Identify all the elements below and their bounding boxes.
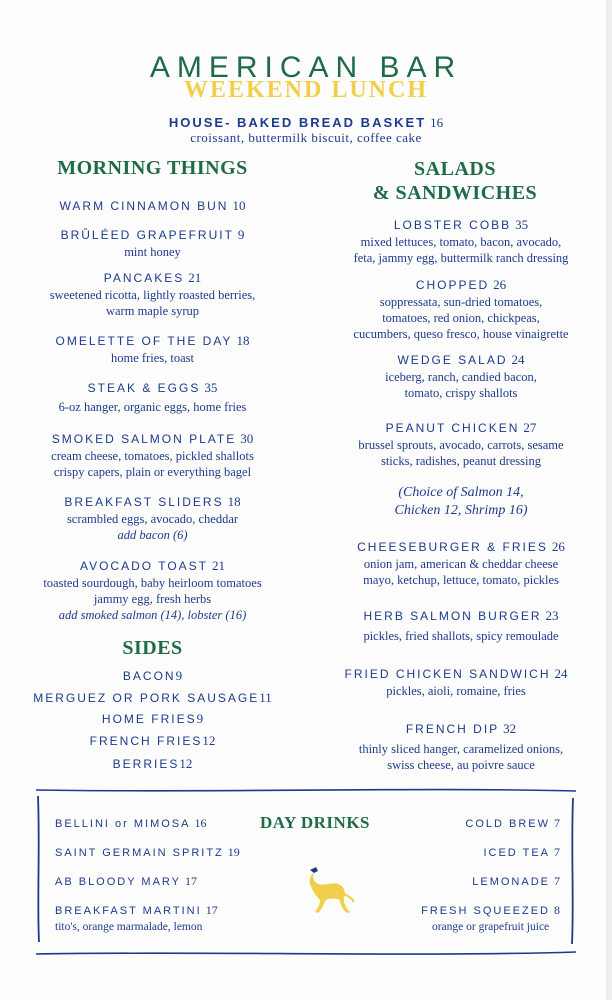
drinks-heading: DAY DRINKS bbox=[259, 813, 370, 832]
menu-title: AMERICAN BAR bbox=[149, 51, 463, 84]
heading-line: SALADS bbox=[414, 158, 496, 180]
item-price: 17 bbox=[205, 903, 218, 917]
item-name: LOBSTER COBB bbox=[393, 218, 512, 232]
item-price: 11 bbox=[259, 690, 272, 705]
item-desc: pickles, aioli, romaine, fries bbox=[386, 684, 526, 698]
item-name: FRENCH DIP bbox=[405, 722, 500, 736]
item-name: HOME FRIES bbox=[101, 712, 197, 726]
item-price: 30 bbox=[240, 431, 254, 446]
item-desc: sticks, radishes, peanut dressing bbox=[380, 454, 542, 468]
item-name: WARM CINNAMON BUN bbox=[59, 199, 229, 213]
drink-item bbox=[55, 814, 206, 832]
item-price: 26 bbox=[551, 539, 565, 554]
side-item bbox=[20, 755, 285, 773]
item-desc: 6-oz hanger, organic eggs, home fries bbox=[58, 400, 247, 414]
item-name: FRENCH FRIES bbox=[89, 734, 203, 748]
item-desc: mayo, ketchup, lettuce, tomato, pickles bbox=[363, 573, 559, 587]
side-item bbox=[20, 732, 285, 750]
menu-item bbox=[20, 332, 285, 366]
menu-item bbox=[330, 419, 592, 469]
item-price: 7 bbox=[554, 845, 560, 859]
item-desc: mint honey bbox=[124, 245, 181, 259]
side-item bbox=[20, 689, 285, 707]
drink-item bbox=[421, 901, 560, 935]
item-price: 32 bbox=[503, 721, 517, 736]
item-price: 21 bbox=[188, 270, 202, 285]
item-desc: feta, jammy egg, buttermilk ranch dressing bbox=[353, 251, 569, 265]
item-desc: scrambled eggs, avocado, cheddar bbox=[66, 512, 239, 526]
item-desc: thinly sliced hanger, caramelized onions, bbox=[358, 742, 564, 756]
section-heading-sides: SIDES bbox=[122, 637, 183, 659]
item-name: CHOPPED bbox=[415, 278, 490, 292]
drink-item bbox=[472, 872, 560, 890]
item-price: 9 bbox=[175, 668, 183, 683]
menu-item bbox=[330, 351, 592, 401]
section-heading-morning: MORNING THINGS bbox=[57, 157, 248, 179]
item-name: PEANUT CHICKEN bbox=[385, 421, 520, 435]
item-name: BELLINI or MIMOSA bbox=[55, 818, 191, 830]
item-desc: cucumbers, queso fresco, house vinaigrette bbox=[353, 327, 569, 341]
choice-line: (Choice of Salmon 14, bbox=[398, 485, 524, 500]
menu-item bbox=[20, 197, 285, 215]
item-price: 19 bbox=[227, 845, 240, 859]
item-name: HOUSE- BAKED BREAD BASKET bbox=[168, 115, 427, 130]
item-name: STEAK & EGGS bbox=[87, 381, 201, 395]
menu-item bbox=[20, 226, 285, 260]
item-desc: mixed lettuces, tomato, bacon, avocado, bbox=[360, 235, 562, 249]
item-desc: onion jam, american & cheddar cheese bbox=[363, 557, 559, 571]
item-desc: toasted sourdough, baby heirloom tomatoes bbox=[43, 576, 262, 590]
item-price: 21 bbox=[212, 558, 226, 573]
menu-item bbox=[20, 269, 285, 319]
choice-line: Chicken 12, Shrimp 16) bbox=[394, 503, 528, 518]
drink-item bbox=[55, 843, 240, 861]
item-desc: swiss cheese, au poivre sauce bbox=[387, 758, 535, 772]
item-name: CHEESEBURGER & FRIES bbox=[357, 540, 548, 554]
section-heading-salads bbox=[330, 157, 580, 205]
item-desc: tito's, orange marmalade, lemon bbox=[55, 921, 203, 933]
item-price: 9 bbox=[196, 711, 204, 726]
item-name: BACON bbox=[122, 669, 176, 683]
menu-item bbox=[330, 607, 592, 644]
item-name: BRÛLÉED GRAPEFRUIT bbox=[60, 228, 234, 242]
bread-basket-desc: croissant, buttermilk biscuit, coffee cake bbox=[190, 130, 422, 145]
heading-line: & SANDWICHES bbox=[372, 182, 538, 204]
item-desc: soppressata, sun-dried tomatoes, bbox=[379, 295, 543, 309]
item-name: BREAKFAST SLIDERS bbox=[64, 495, 224, 509]
menu-item bbox=[20, 493, 285, 543]
greyhound-logo-icon bbox=[300, 864, 356, 918]
item-price: 16 bbox=[430, 115, 444, 130]
menu-subtitle: WEEKEND LUNCH bbox=[183, 77, 429, 103]
drink-item bbox=[55, 901, 218, 935]
item-desc: orange or grapefruit juice bbox=[431, 921, 550, 933]
item-name: FRESH SQUEEZED bbox=[421, 905, 550, 917]
item-desc: pickles, fried shallots, spicy remoulade bbox=[363, 629, 559, 643]
item-name: SAINT GERMAIN SPRITZ bbox=[55, 847, 224, 859]
item-price: 35 bbox=[204, 380, 218, 395]
menu-item bbox=[320, 665, 592, 699]
menu-item bbox=[20, 430, 285, 480]
item-addon: add bacon (6) bbox=[117, 528, 188, 542]
item-name: SMOKED SALMON PLATE bbox=[51, 432, 237, 446]
item-desc: warm maple syrup bbox=[105, 304, 200, 318]
item-desc: tomato, crispy shallots bbox=[404, 386, 518, 400]
item-price: 7 bbox=[554, 874, 560, 888]
item-desc: iceberg, ranch, candied bacon, bbox=[385, 370, 537, 384]
item-name: FRIED CHICKEN SANDWICH bbox=[344, 667, 551, 681]
drink-item bbox=[55, 872, 197, 890]
item-desc: cream cheese, tomatoes, pickled shallots bbox=[51, 449, 254, 463]
menu-item bbox=[330, 538, 592, 588]
item-name: OMELETTE OF THE DAY bbox=[55, 334, 233, 348]
item-name: AB BLOODY MARY bbox=[55, 876, 182, 888]
item-name: ICED TEA bbox=[483, 847, 550, 859]
side-item bbox=[20, 710, 285, 728]
item-price: 18 bbox=[236, 333, 250, 348]
item-name: MERGUEZ OR PORK SAUSAGE bbox=[33, 691, 260, 705]
item-desc: sweetened ricotta, lightly roasted berries, bbox=[49, 288, 256, 302]
item-name: AVOCADO TOAST bbox=[79, 559, 209, 573]
menu-item bbox=[330, 720, 592, 773]
menu-item bbox=[330, 276, 592, 342]
item-price: 16 bbox=[194, 816, 207, 830]
item-price: 9 bbox=[237, 227, 245, 242]
side-item bbox=[20, 667, 285, 685]
menu-item bbox=[20, 379, 285, 415]
item-name: COLD BREW bbox=[465, 818, 550, 830]
item-price: 24 bbox=[511, 352, 525, 367]
item-name: WEDGE SALAD bbox=[397, 353, 508, 367]
item-price: 10 bbox=[232, 198, 246, 213]
item-price: 24 bbox=[554, 666, 568, 681]
item-price: 18 bbox=[227, 494, 241, 509]
item-desc: jammy egg, fresh herbs bbox=[93, 592, 212, 606]
item-desc: crispy capers, plain or everything bagel bbox=[53, 465, 252, 479]
item-name: LEMONADE bbox=[472, 876, 550, 888]
item-price: 7 bbox=[554, 816, 560, 830]
item-desc: brussel sprouts, avocado, carrots, sesame bbox=[358, 438, 564, 452]
item-name: BREAKFAST MARTINI bbox=[55, 905, 202, 917]
item-price: 12 bbox=[179, 756, 193, 771]
item-addon: add smoked salmon (14), lobster (16) bbox=[58, 608, 247, 622]
item-name: HERB SALMON BURGER bbox=[363, 609, 542, 623]
menu-item bbox=[14, 557, 291, 623]
item-price: 8 bbox=[554, 903, 560, 917]
item-desc: home fries, toast bbox=[111, 351, 194, 365]
item-price: 23 bbox=[545, 608, 559, 623]
item-name: PANCAKES bbox=[103, 271, 185, 285]
drink-item bbox=[483, 843, 560, 861]
item-price: 26 bbox=[493, 277, 507, 292]
item-price: 27 bbox=[523, 420, 537, 435]
drink-item bbox=[465, 814, 560, 832]
item-name: BERRIES bbox=[112, 757, 180, 771]
item-price: 12 bbox=[202, 733, 216, 748]
item-price: 35 bbox=[515, 217, 529, 232]
item-price: 17 bbox=[185, 874, 198, 888]
item-desc: tomatoes, red onion, chickpeas, bbox=[382, 311, 540, 325]
menu-item bbox=[330, 216, 592, 266]
protein-choice bbox=[330, 484, 592, 520]
